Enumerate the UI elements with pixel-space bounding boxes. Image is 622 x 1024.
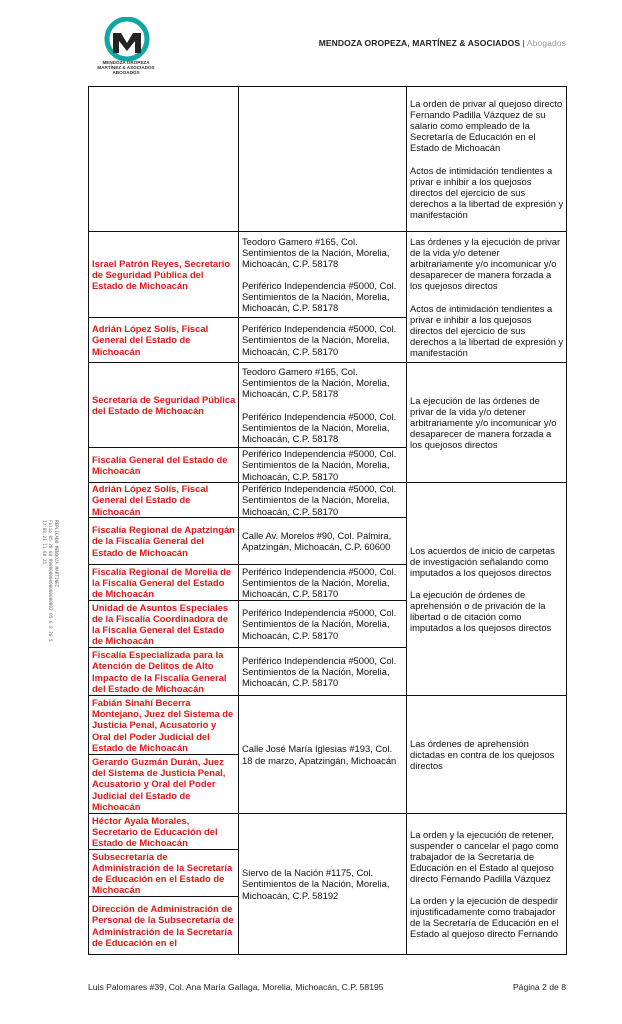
party-cell: Adrián López Solís, Fiscal General del Estado de Michoacán	[89, 318, 239, 363]
party-cell: Fiscalía Especializada para la Atención de Delitos de Alto Impacto de la Fiscalía General del Estado de Michoacán	[89, 648, 239, 696]
stamp-line-2: Folio 05 20 08 09000000000000000002 05 6 8 20 5	[47, 520, 52, 642]
acts-cell	[407, 814, 567, 955]
acts-cell: La ejecución de las órdenes de privar de la vida y/o detener arbitrariamente y/o incomunicar y/o desaparecer de manera forzada a los quejosos directos	[407, 363, 567, 483]
party-cell: Subsecretaría de Administración de la Secretaría de Educación en el Estado de Michoacán	[89, 850, 239, 897]
header-firm-name	[310, 38, 566, 48]
party-cell: Unidad de Asuntos Especiales de la Fiscalía Coordinadora de la Fiscalía General del Estado de Michoacán	[89, 601, 239, 648]
address-cell: Periférico Independencia #5000, Col. Sentimientos de la Nación, Morelia, Michoacán, C.P. 58170	[239, 483, 407, 518]
act-text: La orden de privar al quejoso directo Fernando Padilla Vázquez de su salario como empleado de la Secretaría de Educación en el Estado de Michoacán	[410, 98, 563, 154]
logo-line-2: MARTÍNEZ & ASOCIADOS	[97, 65, 155, 70]
side-stamp	[18, 520, 58, 642]
acts-cell: Las órdenes de aprehensión dictadas en contra de los quejosos directos	[407, 696, 567, 814]
page-number: Página 2 de 8	[512, 982, 566, 992]
party-cell: Fiscalía General del Estado de Michoacán	[89, 448, 239, 483]
address-cell: Calle Av. Morelos #90, Col. Palmira, Apatzingán, Michoacán, C.P. 60600	[239, 518, 407, 565]
act-text: La orden y la ejecución de despedir injustificadamente como trabajador de la Secretaría de Educación en el Estado al quejoso directo Fernando	[410, 895, 559, 940]
party-cell: Secretaría de Seguridad Pública del Estado de Michoacán	[89, 363, 239, 448]
stamp-line-1: REPLICADO MENDOZA MARTINEZ	[53, 520, 58, 588]
acts-cell	[407, 87, 567, 232]
act-text: Las órdenes y la ejecución de privar de la vida y/o detener arbitrariamente y/o incomunicar y/o desaparecer de manera forzada a los quejosos directos	[410, 236, 561, 292]
address-text: Periférico Independencia #5000, Col. Sentimientos de la Nación, Morelia, Michoacán, C.P. 58178	[242, 280, 397, 314]
party-cell: Héctor Ayala Morales, Secretario de Educación del Estado de Michoacán	[89, 814, 239, 850]
party-cell: Fiscalía Regional de Apatzingán de la Fiscalía General del Estado de Michoacán	[89, 518, 239, 565]
address-text: Teodoro Gamero #165, Col. Sentimientos de la Nación, Morelia, Michoacán, C.P. 58178	[242, 366, 390, 400]
table-row	[89, 87, 567, 232]
address-cell: Periférico Independencia #5000, Col. Sentimientos de la Nación, Morelia, Michoacán, C.P. 58170	[239, 648, 407, 696]
address-text: Periférico Independencia #5000, Col. Sentimientos de la Nación, Morelia, Michoacán, C.P. 58178	[242, 410, 397, 444]
address-cell: Periférico Independencia #5000, Col. Sentimientos de la Nación, Morelia, Michoacán, C.P. 58170	[239, 318, 407, 363]
party-cell: Adrián López Solís, Fiscal General del Estado de Michoacán	[89, 483, 239, 518]
footer-address: Luis Palomares #39, Col. Ana María Gallaga, Morelia, Michoacán, C.P. 58195	[88, 982, 384, 992]
address-cell: Siervo de la Nación #1175, Col. Sentimientos de la Nación, Morelia, Michoacán, C.P. 58192	[239, 814, 407, 955]
act-text: Actos de intimidación tendientes a privar e inhibir a los quejosos directos del ejercicio de sus derechos a la libertad de expresión y manifestación	[410, 302, 564, 358]
address-text: Teodoro Gamero #165, Col. Sentimientos de la Nación, Morelia, Michoacán, C.P. 58178	[242, 235, 390, 269]
table-row	[89, 363, 567, 448]
logo-line-3: ABOGADOS	[112, 70, 140, 75]
address-cell: Calle José María Iglesias #193, Col. 18 de marzo, Apatzingán, Michoacán	[239, 696, 407, 814]
logo-caption	[94, 60, 158, 75]
party-cell: Fabián Sinahí Becerra Montejano, Juez del Sistema de Justicia Penal, Acusatorio y Oral del Poder Judicial del Estado de Michoacán	[89, 696, 239, 755]
stamp-line-3: 12:00:21 11 08 25	[41, 520, 46, 564]
act-text: Actos de intimidación tendientes a privar e inhibir a los quejosos directos del ejercicio de sus derechos a la libertad de expresión y manifestación	[410, 164, 564, 220]
logo-line-1: MENDOZA OROPEZA	[102, 60, 150, 65]
header-separator: |	[522, 38, 525, 48]
address-cell	[239, 232, 407, 318]
act-text: La ejecución de órdenes de aprehensión o de privación de la libertad o de citación como imputados a los quejosos directos	[410, 588, 552, 634]
party-cell: Israel Patrón Reyes, Secretario de Seguridad Pública del Estado de Michoacán	[89, 232, 239, 318]
party-cell-empty	[89, 87, 239, 232]
firm-name: MENDOZA OROPEZA, MARTÍNEZ & ASOCIADOS	[318, 38, 521, 48]
party-cell: Fiscalía Regional de Morelia de la Fiscalía General del Estado de Michoacán	[89, 565, 239, 601]
acts-cell	[407, 232, 567, 363]
authorities-table	[88, 86, 567, 955]
table-row	[89, 232, 567, 318]
table-row	[89, 814, 567, 850]
party-cell: Dirección de Administración de Personal de la Subsecretaría de Administración de la Secretaría de Educación en el	[89, 897, 239, 955]
party-cell: Gerardo Guzmán Durán, Juez del Sistema de Justicia Penal, Acusatorio y Oral del Poder Judicial del Estado de Michoacán	[89, 755, 239, 814]
address-cell-empty	[239, 87, 407, 232]
firm-subtitle: Abogados	[526, 38, 566, 48]
acts-cell	[407, 483, 567, 696]
table-row	[89, 696, 567, 755]
address-cell: Periférico Independencia #5000, Col. Sentimientos de la Nación, Morelia, Michoacán, C.P. 58170	[239, 601, 407, 648]
address-cell: Periférico Independencia #5000, Col. Sentimientos de la Nación, Morelia, Michoacán, C.P. 58170	[239, 448, 407, 483]
act-text: La orden y la ejecución de retener, suspender o cancelar el pago como trabajador de la Secretaría de Educación en el Estado al quejoso directo Fernando Padilla Vázquez	[410, 828, 559, 884]
act-text: Los acuerdos de inicio de carpetas de investigación señalando como imputados a los quejosos directos	[410, 544, 555, 578]
address-cell: Periférico Independencia #5000, Col. Sentimientos de la Nación, Morelia, Michoacán, C.P. 58170	[239, 565, 407, 601]
address-cell	[239, 363, 407, 448]
table-row	[89, 483, 567, 518]
